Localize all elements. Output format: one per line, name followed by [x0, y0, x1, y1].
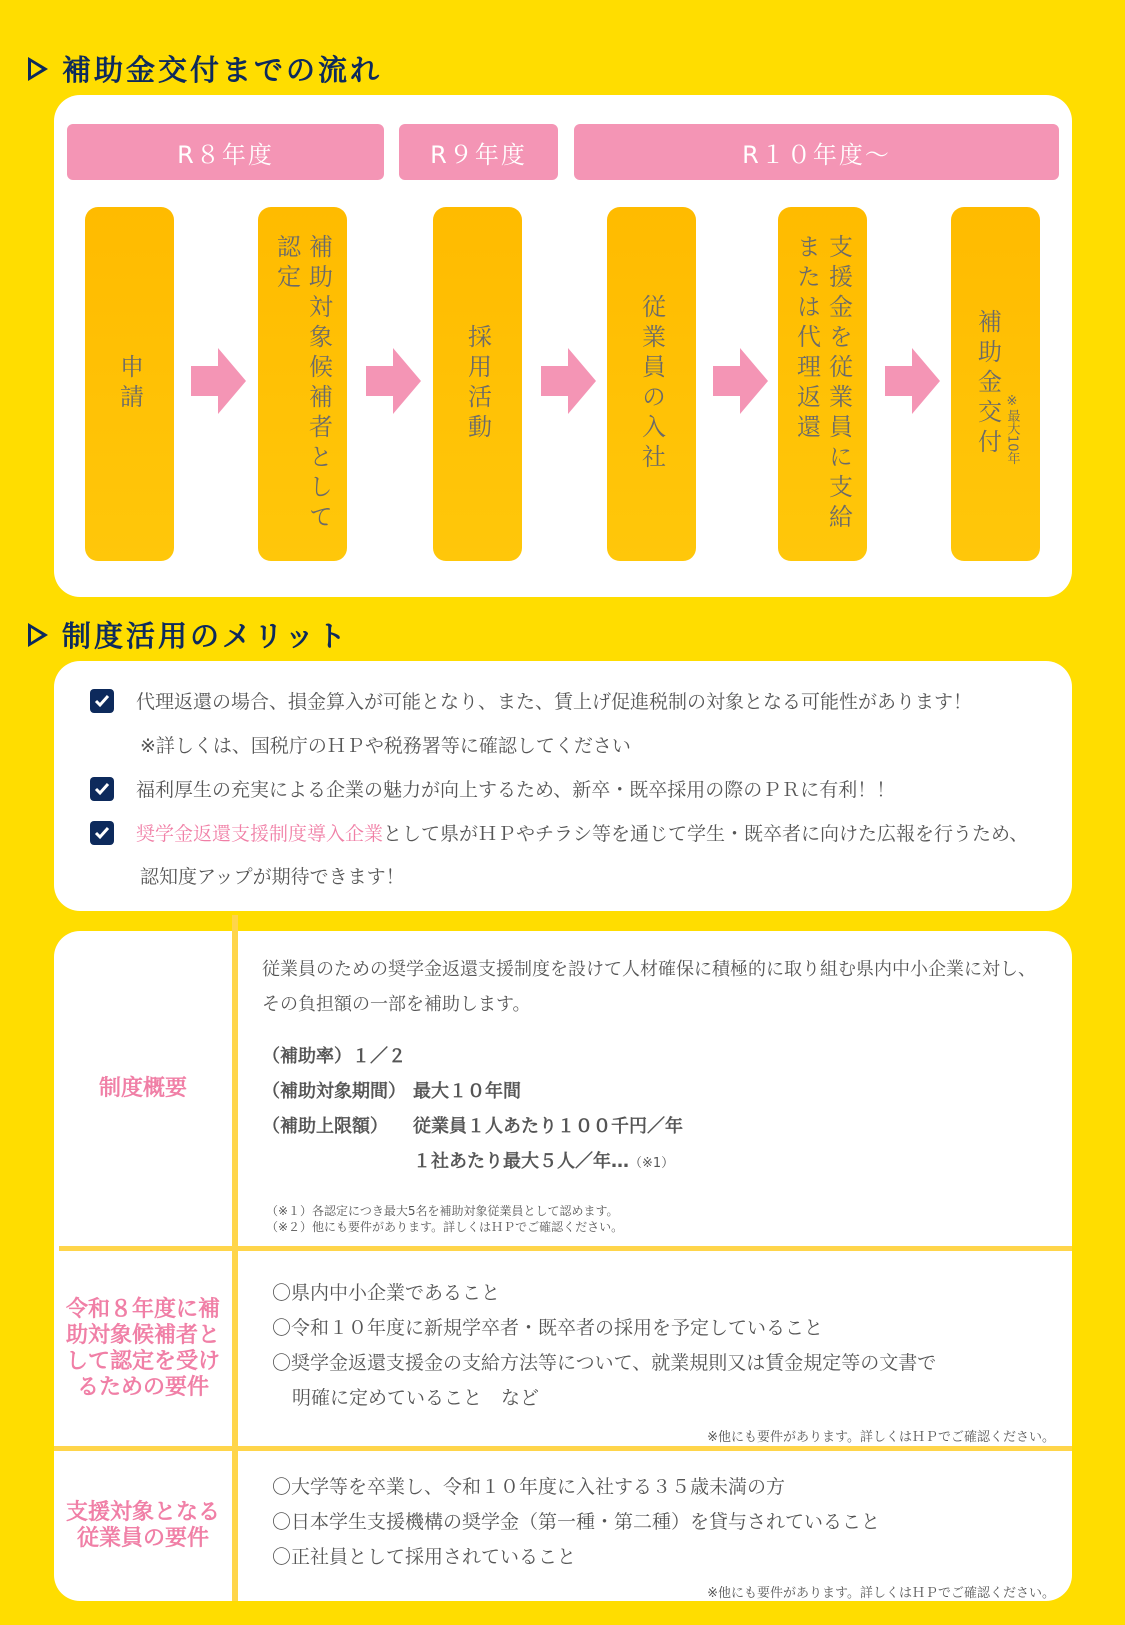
- step-support: [778, 207, 867, 561]
- merit-item: [90, 819, 1028, 846]
- step-recruit-label: 採用活動: [463, 324, 492, 444]
- period-value: 最大１０年間: [413, 1081, 521, 1102]
- checkbox-checked-icon: [90, 777, 114, 801]
- overview-desc: 従業員のための奨学金返還支援制度を設けて人材確保に積極的に取り組む県内中小企業に対し、: [262, 959, 1036, 980]
- company-req-item: 明確に定めていること など: [292, 1387, 540, 1409]
- limit-ref: （※1）: [629, 1156, 675, 1171]
- step-subsidy-label: 補助金交付: [973, 309, 1002, 459]
- step-subsidy-note: ※最大10年: [1004, 393, 1020, 465]
- arrow-right-icon: [885, 348, 940, 414]
- company-req-item: 〇奨学金返還支援金の支給方法等について、就業規則又は賃金規定等の文書で: [272, 1352, 937, 1374]
- step-subsidy: [951, 207, 1040, 561]
- step-certify: [258, 207, 347, 561]
- merit-item: [90, 775, 895, 802]
- year-r10: R１０年度～: [574, 124, 1059, 180]
- flow-section-title: [28, 48, 382, 89]
- flow-title-text: 補助金交付までの流れ: [62, 53, 383, 87]
- table-divider: [232, 915, 238, 1601]
- arrow-right-icon: [191, 348, 246, 414]
- step-recruit: [433, 207, 522, 561]
- overview-label: 制度概要: [98, 1075, 187, 1101]
- step-support-label: 支援金を従業員に支給または代理返還: [792, 234, 853, 534]
- arrow-right-icon: [366, 348, 421, 414]
- checkbox-checked-icon: [90, 689, 114, 713]
- merit-note: ※詳しくは、国税庁のＨＰや税務署等に確認してください: [140, 735, 631, 757]
- step-certify-label: 補助対象候補者として認定: [272, 234, 333, 534]
- step-apply-label: 申請: [115, 354, 144, 414]
- merits-title-text: 制度活用のメリット: [62, 619, 349, 653]
- merits-section-title: [28, 614, 349, 655]
- merit-line2: 認知度アップが期待できます！: [140, 866, 405, 888]
- employee-req-item: 〇日本学生支援機構の奨学金（第一種・第二種）を貸与されていること: [272, 1511, 881, 1533]
- merit-text: 代理返還の場合、損金算入が可能となり、また、賃上げ促進税制の対象となる可能性があります！: [136, 691, 973, 713]
- year-r9: R９年度: [399, 124, 558, 180]
- company-req-item: 〇令和１０年度に新規学卒者・既卒者の採用を予定していること: [272, 1317, 824, 1339]
- step-join-label: 従業員の入社: [637, 294, 666, 474]
- checkbox-checked-icon: [90, 821, 114, 845]
- footnote: （※２）他にも要件があります。詳しくはＨＰでご確認ください。: [266, 1220, 624, 1234]
- employee-req-note: ※他にも要件があります。詳しくはＨＰでご確認ください。: [707, 1586, 1055, 1601]
- limit-value-text: １社あたり最大５人／年…: [413, 1151, 629, 1172]
- limit-value: 従業員１人あたり１００千円／年: [413, 1116, 683, 1137]
- arrow-right-icon: [541, 348, 596, 414]
- limit-value: [413, 1147, 674, 1173]
- step-apply: [85, 207, 174, 561]
- footnote: （※１）各認定につき最大5名を補助対象従業員として認めます。: [266, 1204, 619, 1218]
- company-req-label: 令和８年度に補助対象候補者として認定を受けるための要件: [65, 1296, 220, 1400]
- overview-desc: その負担額の一部を補助します。: [262, 994, 531, 1015]
- employee-req-item: 〇大学等を卒業し、令和１０年度に入社する３５歳未満の方: [272, 1476, 786, 1498]
- merit-text: 福利厚生の充実による企業の魅力が向上するため、新卒・既卒採用の際のＰＲに有利！！: [136, 779, 896, 801]
- triangle-icon: [28, 57, 48, 81]
- arrow-right-icon: [713, 348, 768, 414]
- company-req-item: 〇県内中小企業であること: [272, 1282, 501, 1304]
- period-label: （補助対象期間）: [262, 1081, 406, 1102]
- triangle-icon: [28, 623, 48, 647]
- merit-item: [90, 687, 972, 714]
- step-join: [607, 207, 696, 561]
- year-r8: R８年度: [67, 124, 384, 180]
- limit-label: （補助上限額）: [262, 1116, 388, 1137]
- employee-req-item: 〇正社員として採用されていること: [272, 1546, 577, 1568]
- company-req-note: ※他にも要件があります。詳しくはＨＰでご確認ください。: [707, 1430, 1055, 1445]
- merit-highlight: 奨学金返還支援制度導入企業: [136, 823, 384, 845]
- subsidy-rate: （補助率）１／２: [262, 1046, 406, 1067]
- merit-text: として県がＨＰやチラシ等を通じて学生・既卒者に向けた広報を行うため、: [383, 823, 1029, 845]
- employee-req-label: 支援対象となる従業員の要件: [65, 1500, 220, 1551]
